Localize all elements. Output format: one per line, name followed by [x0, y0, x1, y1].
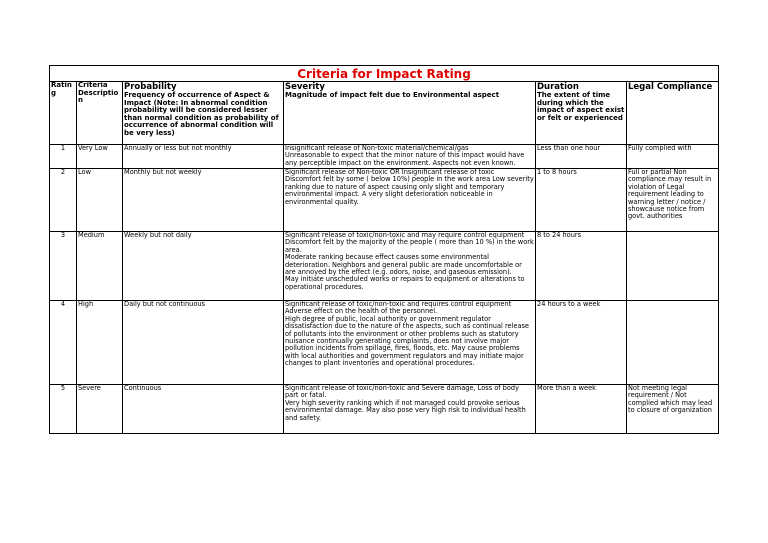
cell-probability: Annually or less but not monthly [123, 145, 284, 169]
header-duration-title: Duration [537, 82, 579, 92]
severity-text: Significant release of toxic/non-toxic and requires control equipment Adverse effect on the health of the personnel. High degree of public, local authority or government regulator dissatisfaction due to the nature of the aspects, such as continual release of pollutants into the environment or other problems such as statutory nuisance continually generating complaints, does not involve major pollution incidents from spillage, fires, floods, etc. May cause problems with local authorities and government regulators and may initiate major changes to plant inventories and operational procedures. [285, 301, 529, 368]
cell-duration: More than a week [536, 385, 627, 434]
cell-duration: 8 to 24 hours [536, 232, 627, 301]
header-probability-note: Frequency of occurrence of Aspect & Impact (Note: In abnormal condition probability will be considered lesser than normal condition as probability of occurrence of abnormal condition will be very less) [124, 91, 279, 137]
cell-criteria: Medium [77, 232, 123, 301]
table-row [50, 145, 719, 169]
table-row [50, 169, 719, 232]
cell-rating: 1 [50, 145, 77, 169]
table-row [50, 232, 719, 301]
cell-legal: Fully complied with [627, 145, 719, 169]
table-row [50, 385, 719, 434]
cell-rating: 4 [50, 301, 77, 385]
cell-probability: Daily but not continuous [123, 301, 284, 385]
cell-probability: Weekly but not daily [123, 232, 284, 301]
header-severity-note: Magnitude of impact felt due to Environmental aspect [285, 91, 500, 99]
impact-rating-table [49, 65, 719, 434]
header-probability-title: Probability [124, 82, 177, 92]
cell-rating: 5 [50, 385, 77, 434]
severity-text: Significant release of toxic/non-toxic and may require control equipment Discomfort felt by the majority of the people ( more than 10 %) in the work area. Moderate ranking because effect causes some environmental deterioration. Neighbors and general public are made uncomfortable or are annoyed by the effect (e.g. odors, noise, and gaseous emission). May initiate unscheduled works or repairs to equipment or alterations to operational procedures. [285, 232, 534, 291]
cell-legal [627, 301, 719, 385]
cell-severity [284, 232, 536, 301]
title-row [50, 66, 719, 82]
cell-criteria: Very Low [77, 145, 123, 169]
severity-text: Significant release of toxic/non-toxic and Severe damage, Loss of body part or fatal. Very high severity ranking which if not managed could provoke serious environmental damage. May also pose very high risk to individual health and safety. [285, 385, 526, 422]
header-rating: Rating [50, 82, 77, 145]
cell-severity [284, 169, 536, 232]
header-legal-compliance [627, 82, 719, 145]
cell-probability: Monthly but not weekly [123, 169, 284, 232]
cell-criteria: High [77, 301, 123, 385]
header-row [50, 82, 719, 145]
cell-criteria: Severe [77, 385, 123, 434]
severity-text: Insignificant release of Non-toxic material/chemical/gas Unreasonable to expect that the minor nature of this impact would have any perceptible impact on the environment. Aspects not even known. [285, 145, 525, 167]
header-probability [123, 82, 284, 145]
header-duration [536, 82, 627, 145]
cell-probability: Continuous [123, 385, 284, 434]
cell-legal: Full or partial Non compliance may result in violation of Legal requirement leading to warning letter / notice / showcause notice from govt. authorities [627, 169, 719, 232]
cell-duration: Less than one hour [536, 145, 627, 169]
cell-rating: 3 [50, 232, 77, 301]
header-criteria-description: Criteria Description [77, 82, 123, 145]
cell-legal: Not meeting legal requirement / Not complied which may lead to closure of organization [627, 385, 719, 434]
cell-criteria: Low [77, 169, 123, 232]
cell-duration: 1 to 8 hours [536, 169, 627, 232]
cell-severity [284, 301, 536, 385]
header-severity-title: Severity [285, 82, 325, 92]
cell-rating: 2 [50, 169, 77, 232]
header-severity [284, 82, 536, 145]
severity-text: Significant release of Non-toxic OR Insignificant release of toxic Discomfort felt by some ( below 10%) people in the work area Low severity ranking due to nature of aspect causing only slight and temporary environmental impact. A very slight deterioration noticeable in environmental quality. [285, 169, 534, 206]
header-legal-title: Legal Compliance [628, 82, 713, 92]
cell-duration: 24 hours to a week [536, 301, 627, 385]
table-title: Criteria for Impact Rating [50, 66, 719, 82]
cell-severity [284, 145, 536, 169]
header-duration-note: The extent of time during which the impact of aspect exist or felt or experienced [537, 91, 625, 122]
table-row [50, 301, 719, 385]
cell-severity [284, 385, 536, 434]
cell-legal [627, 232, 719, 301]
